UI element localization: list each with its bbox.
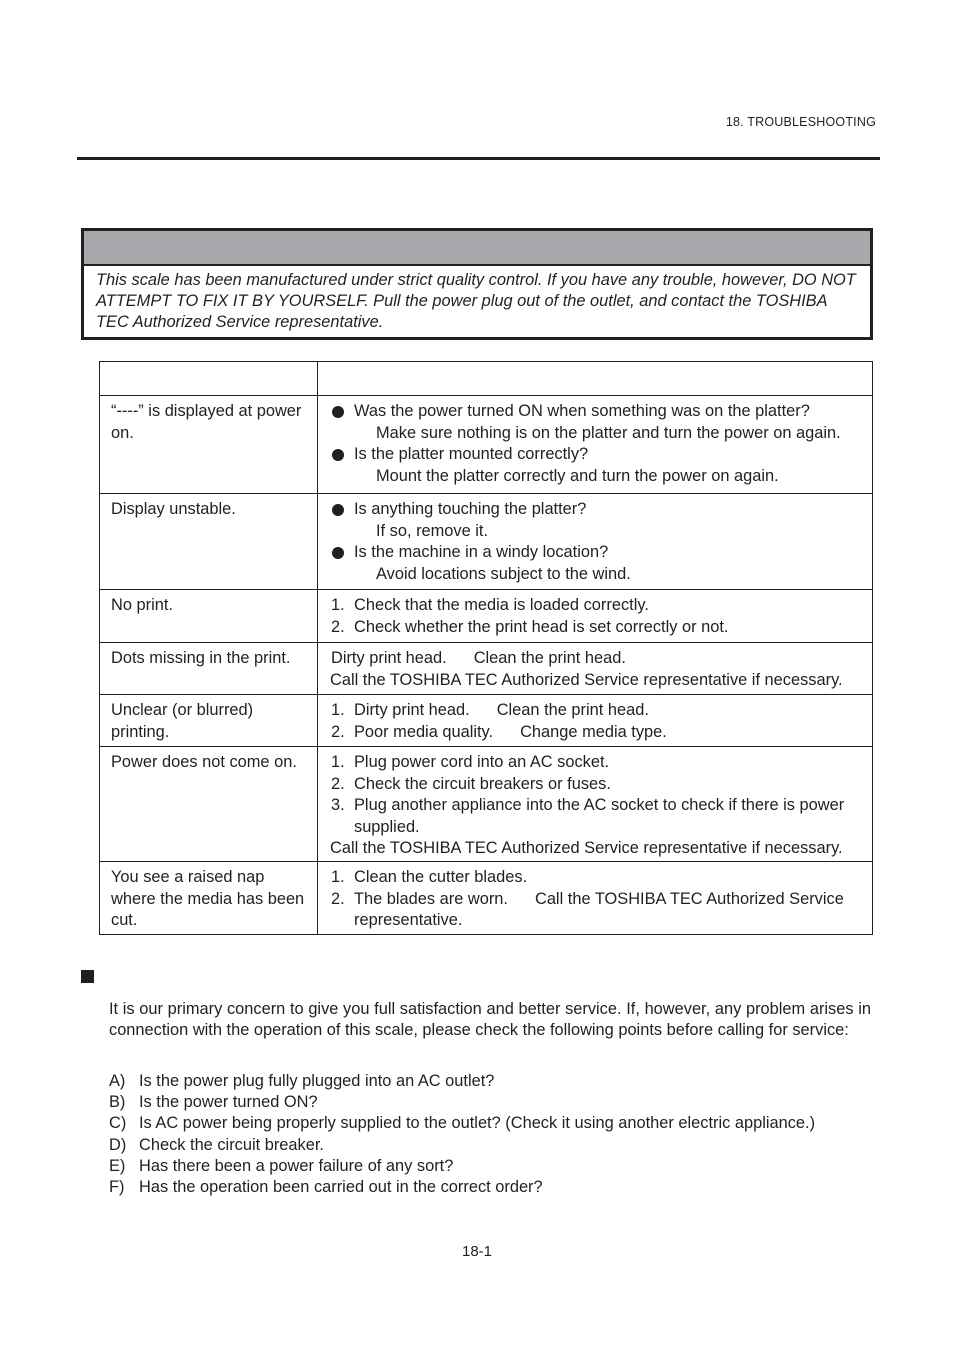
problem-cell bbox=[100, 695, 318, 747]
remedy-action: Mount the platter correctly and turn the power on again. bbox=[376, 466, 779, 485]
bullet-icon bbox=[331, 444, 354, 466]
spacer bbox=[493, 722, 520, 744]
remedy-text: Plug another appliance into the AC socket to check if there is power bbox=[354, 796, 845, 814]
header-rule bbox=[77, 157, 880, 160]
step-number: 1. bbox=[331, 596, 345, 614]
table-body bbox=[100, 396, 873, 935]
action-text: Call the TOSHIBA TEC Authorized Service bbox=[534, 889, 844, 908]
check-text: Has there been a power failure of any sort? bbox=[139, 1156, 454, 1175]
check-item bbox=[109, 1156, 879, 1177]
remedy-cell bbox=[318, 695, 873, 747]
problem-cell bbox=[100, 396, 318, 494]
check-letter: C) bbox=[109, 1114, 127, 1133]
remedy-cell bbox=[318, 862, 873, 935]
remedy-text: Check the circuit breakers or fuses. bbox=[354, 774, 611, 793]
action-text: Clean the print head. bbox=[473, 649, 626, 667]
remedy-action: If so, remove it. bbox=[376, 521, 489, 540]
bullet-icon bbox=[331, 542, 354, 564]
bullet-icon bbox=[331, 401, 354, 423]
remedy-check-item bbox=[331, 444, 872, 466]
table-row bbox=[100, 747, 873, 862]
step-number: 1. bbox=[331, 701, 345, 719]
check-text: Has the operation been carried out in the correct order? bbox=[139, 1178, 543, 1197]
step-number: 2. bbox=[331, 617, 345, 636]
remedy-column-header bbox=[318, 362, 873, 396]
section-square-marker bbox=[81, 970, 94, 983]
check-item bbox=[109, 1177, 879, 1198]
problem-text: “----” is displayed at power on. bbox=[111, 402, 302, 442]
remedy-list bbox=[318, 590, 872, 638]
remedy-action: Make sure nothing is on the platter and turn the power on again. bbox=[376, 423, 841, 442]
check-item bbox=[109, 1071, 879, 1092]
caution-text: This scale has been manufactured under strict quality control. If you have any trouble, however, DO NOT ATTEMPT TO FIX IT BY YOURSELF. Pull the power plug out of the outlet, and contact the TOSHIBA TEC Authorized Service representative. bbox=[96, 271, 856, 331]
spacer bbox=[447, 648, 474, 670]
remedy-cell bbox=[318, 494, 873, 590]
remedy-cell bbox=[318, 590, 873, 643]
remedy-text: Clean the cutter blades. bbox=[354, 868, 528, 886]
remedy-note: Call the TOSHIBA TEC Authorized Service representative if necessary. bbox=[330, 670, 843, 689]
problem-text: Power does not come on. bbox=[111, 753, 297, 771]
problem-text: No print. bbox=[111, 596, 173, 614]
page-number: 18-1 bbox=[461, 1243, 493, 1260]
problem-text: Dots missing in the print. bbox=[111, 649, 291, 667]
service-intro: It is our primary concern to give you full satisfaction and better service. If, however, any problem arises in connection with the operation of this scale, please check the following points before calling for service: bbox=[109, 1000, 871, 1039]
step-number: 1. bbox=[331, 753, 345, 771]
remedy-text: Is the machine in a windy location? bbox=[354, 543, 609, 561]
check-text: Is the power turned ON? bbox=[139, 1093, 318, 1112]
remedy-step bbox=[331, 889, 872, 911]
spacer bbox=[508, 889, 535, 911]
problem-cell bbox=[100, 590, 318, 643]
remedy-cell bbox=[318, 396, 873, 494]
remedy-list bbox=[318, 396, 872, 487]
table-row bbox=[100, 494, 873, 590]
problem-cell bbox=[100, 643, 318, 695]
check-item bbox=[109, 1113, 879, 1134]
table-row bbox=[100, 590, 873, 643]
table-row bbox=[100, 695, 873, 747]
remedy-text: Plug power cord into an AC socket. bbox=[354, 753, 610, 771]
check-item bbox=[109, 1092, 879, 1113]
check-text: Check the circuit breaker. bbox=[139, 1135, 324, 1154]
check-list bbox=[109, 1071, 879, 1198]
step-number: 3. bbox=[331, 796, 345, 814]
remedy-cell bbox=[318, 643, 873, 695]
remedy-text: Was the power turned ON when something was on the platter? bbox=[354, 402, 810, 420]
caution-title-bar bbox=[84, 231, 870, 266]
problem-cell bbox=[100, 747, 318, 862]
table-header-row bbox=[100, 362, 873, 396]
remedy-continuation: supplied. bbox=[354, 817, 420, 836]
step-number: 1. bbox=[331, 868, 345, 886]
remedy-text: Check whether the print head is set correctly or not. bbox=[354, 617, 729, 636]
remedy-check-item bbox=[331, 401, 872, 423]
problem-cell bbox=[100, 494, 318, 590]
step-number: 2. bbox=[331, 889, 345, 908]
table-row bbox=[100, 396, 873, 494]
problem-text: Display unstable. bbox=[111, 500, 236, 518]
remedy-step bbox=[331, 867, 872, 889]
troubleshooting-table bbox=[99, 361, 873, 935]
action-text: Change media type. bbox=[520, 722, 667, 741]
remedy-pair bbox=[331, 648, 872, 670]
remedy-step bbox=[331, 700, 872, 722]
remedy-check-item bbox=[331, 499, 872, 521]
remedy-step bbox=[331, 795, 872, 817]
problem-cell bbox=[100, 862, 318, 935]
remedy-step bbox=[331, 722, 872, 744]
step-number: 2. bbox=[331, 722, 345, 741]
remedy-text: Is the platter mounted correctly? bbox=[354, 445, 589, 463]
check-letter: E) bbox=[109, 1156, 126, 1175]
step-number: 2. bbox=[331, 774, 345, 793]
remedy-continuation: representative. bbox=[354, 911, 463, 929]
remedy-check-item bbox=[331, 542, 872, 564]
remedy-note: Call the TOSHIBA TEC Authorized Service representative if necessary. bbox=[330, 839, 843, 857]
problem-text: You see a raised nap where the media has been cut. bbox=[111, 868, 305, 929]
remedy-list bbox=[318, 695, 872, 743]
table-row bbox=[100, 643, 873, 695]
remedy-step bbox=[331, 774, 872, 796]
problem-column-header bbox=[100, 362, 318, 396]
cause-text: Poor media quality. bbox=[354, 722, 494, 741]
table-row bbox=[100, 862, 873, 935]
caution-box bbox=[81, 228, 873, 340]
remedy-step bbox=[331, 617, 872, 639]
check-letter: B) bbox=[109, 1093, 126, 1112]
cause-text: Dirty print head. bbox=[331, 649, 447, 667]
check-item bbox=[109, 1135, 879, 1156]
cause-text: Dirty print head. bbox=[354, 701, 470, 719]
remedy-text: Check that the media is loaded correctly. bbox=[354, 596, 649, 614]
section-header: 18. TROUBLESHOOTING bbox=[725, 115, 876, 129]
remedy-list bbox=[318, 862, 872, 932]
check-text: Is AC power being properly supplied to the outlet? (Check it using another electric appliance.) bbox=[139, 1114, 816, 1133]
bullet-icon bbox=[331, 499, 354, 521]
check-letter: F) bbox=[109, 1178, 125, 1197]
remedy-list bbox=[318, 747, 872, 860]
spacer bbox=[470, 700, 497, 722]
cause-text: The blades are worn. bbox=[354, 889, 508, 908]
remedy-list bbox=[318, 494, 872, 585]
check-letter: D) bbox=[109, 1135, 127, 1154]
remedy-action: Avoid locations subject to the wind. bbox=[376, 564, 631, 583]
remedy-step bbox=[331, 595, 872, 617]
action-text: Clean the print head. bbox=[496, 701, 649, 719]
remedy-cell bbox=[318, 747, 873, 862]
remedy-list bbox=[318, 643, 872, 691]
remedy-step bbox=[331, 752, 872, 774]
problem-text: Unclear (or blurred) printing. bbox=[111, 701, 254, 741]
remedy-text: Is anything touching the platter? bbox=[354, 500, 587, 518]
check-letter: A) bbox=[109, 1072, 126, 1090]
check-text: Is the power plug fully plugged into an AC outlet? bbox=[139, 1072, 495, 1090]
